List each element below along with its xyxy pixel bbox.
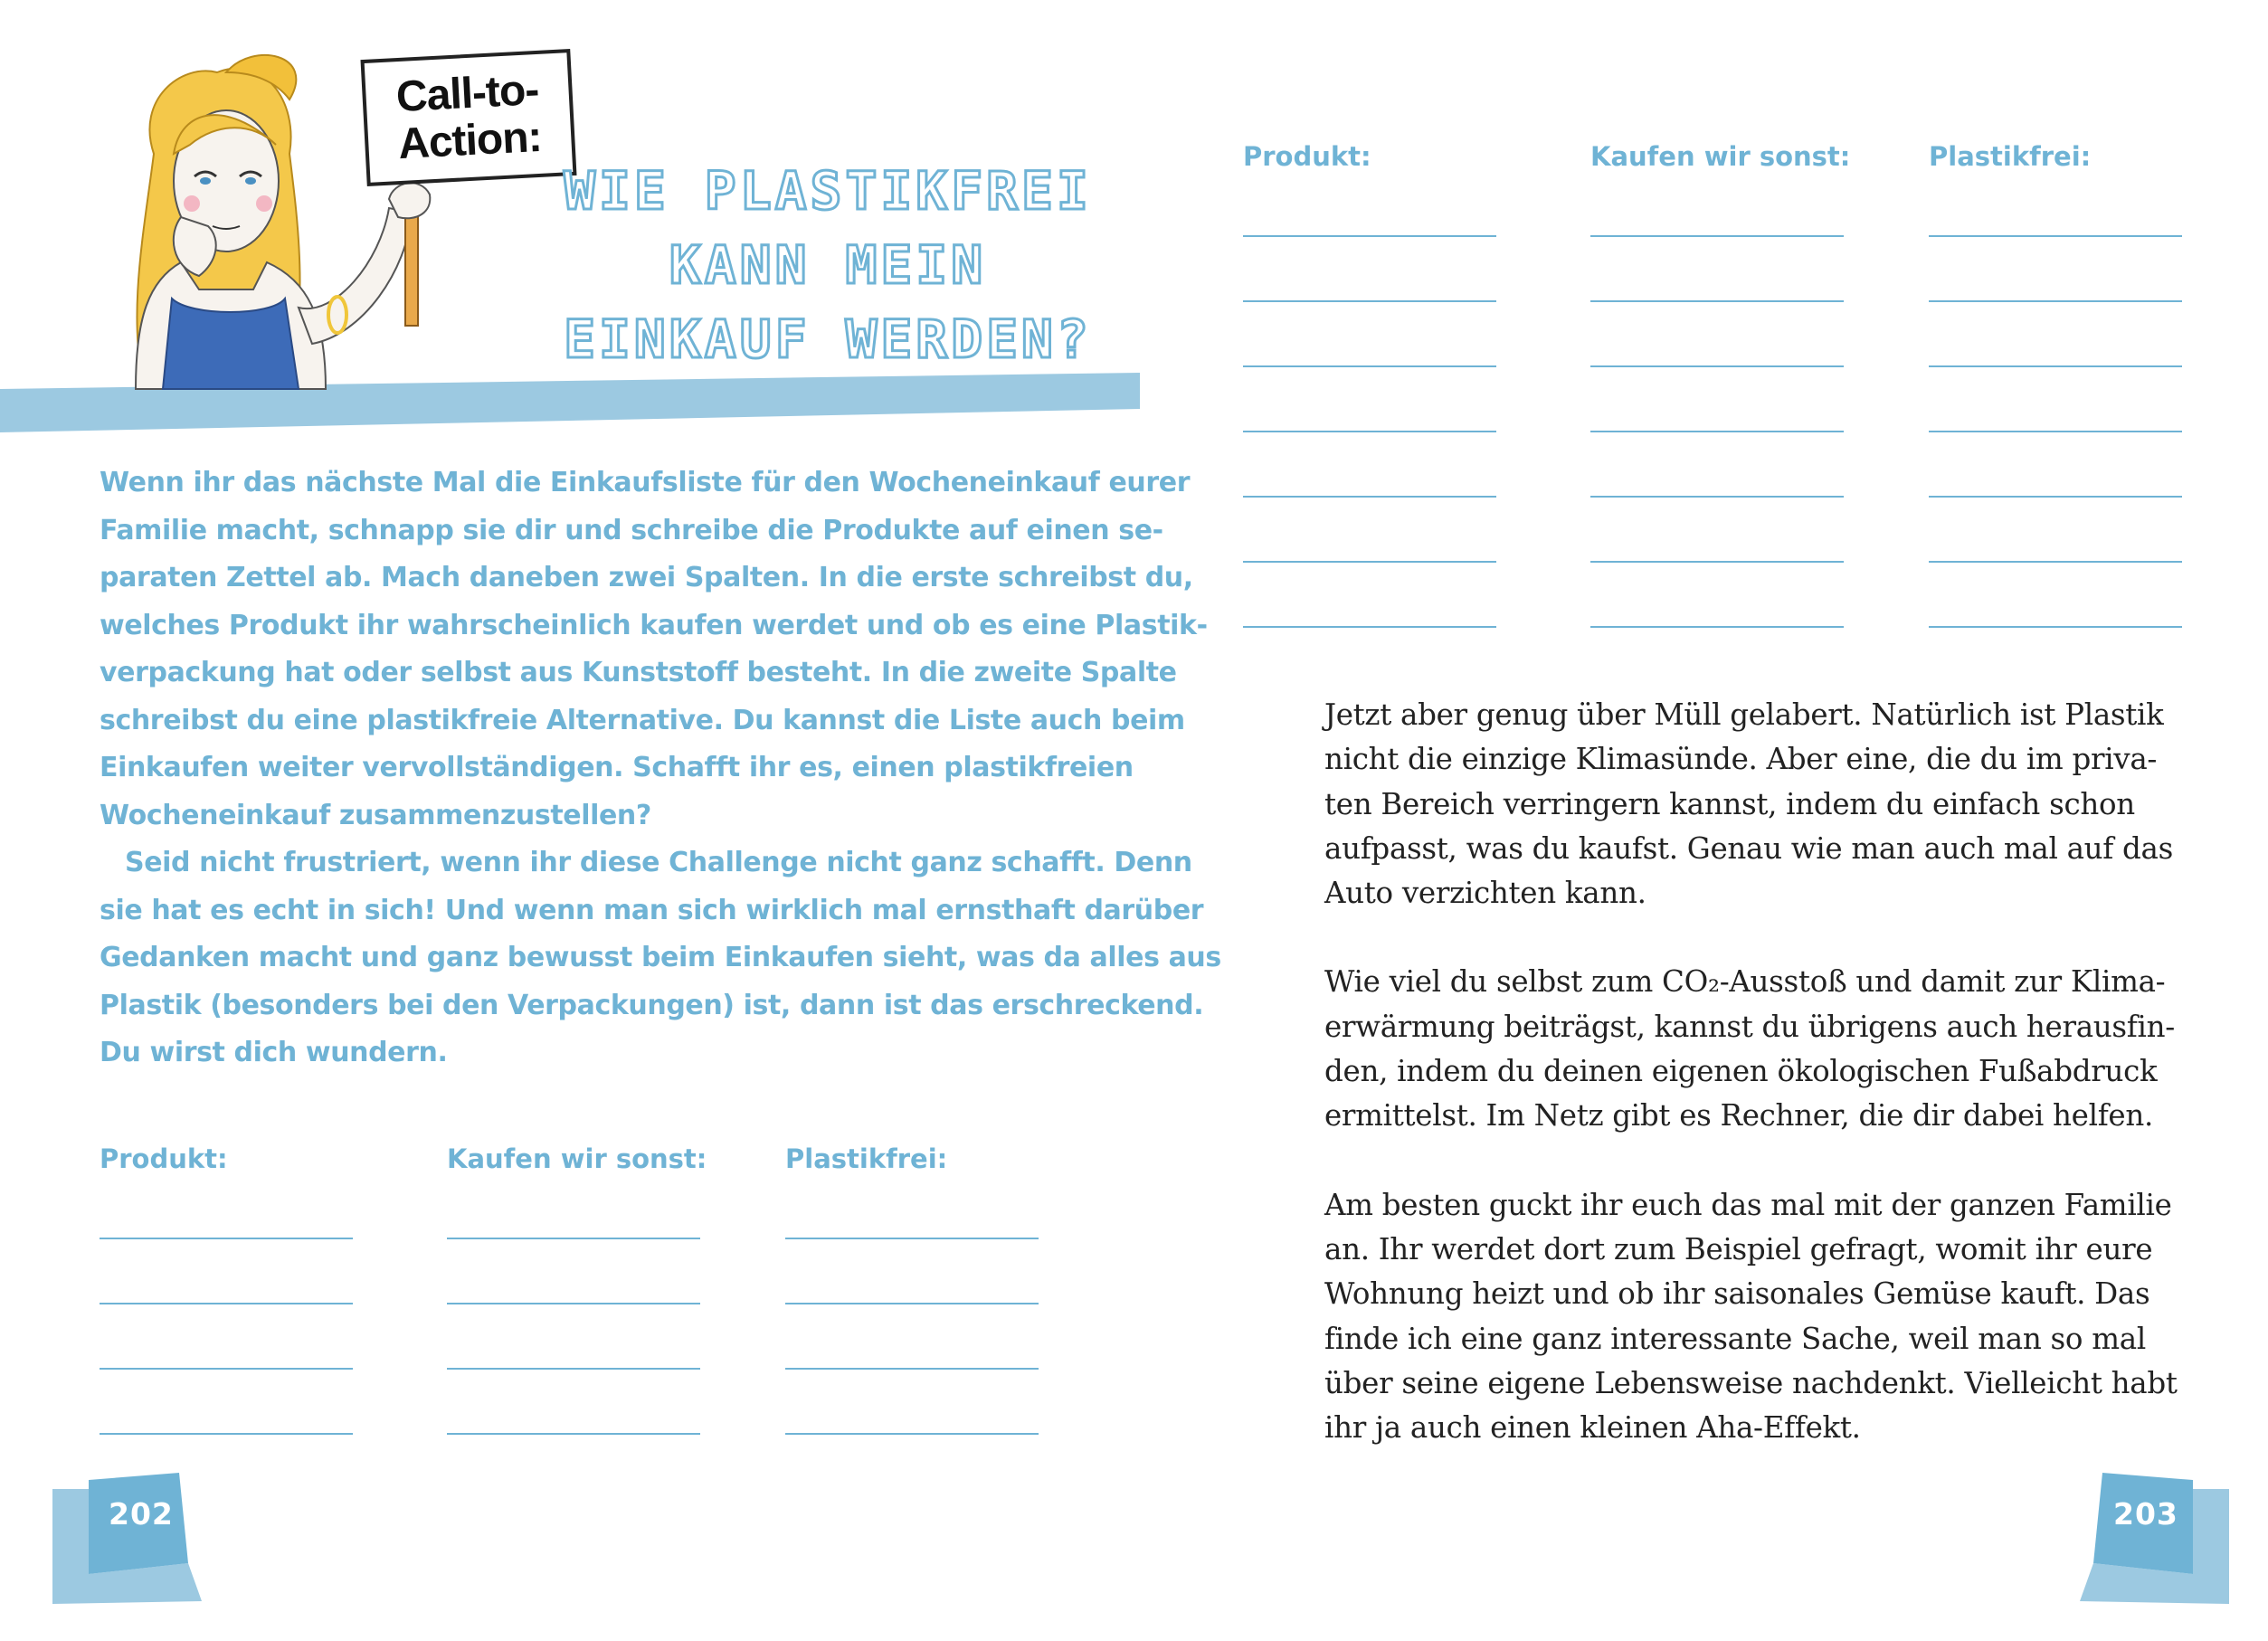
intro-line: Plastik (besonders bei den Verpackungen) ist, dann ist das erschreckend. <box>100 989 1204 1021</box>
write-line[interactable] <box>1590 235 1844 237</box>
body-line: Wohnung heizt und ob ihr saisonales Gemüse kauft. Das <box>1324 1276 2150 1312</box>
title-line-1: WIE PLASTIKFREI <box>564 160 1092 222</box>
body-line: den, indem du deinen eigenen ökologischen Fußabdruck <box>1324 1054 2158 1089</box>
body-line: über seine eigene Lebensweise nachdenkt. Vielleicht habt <box>1324 1365 2178 1400</box>
body-line: Auto verzichten kann. <box>1324 876 1646 911</box>
intro-text <box>100 460 1221 1077</box>
body-line: an. Ihr werdet dort zum Beispiel gefragt, womit ihr eure <box>1324 1231 2153 1266</box>
write-line[interactable] <box>100 1433 353 1435</box>
write-line[interactable] <box>447 1368 700 1370</box>
page-title <box>561 154 1095 376</box>
write-line[interactable] <box>1243 300 1496 302</box>
body-paragraph-3 <box>1324 1183 2178 1451</box>
write-line[interactable] <box>1243 431 1496 432</box>
write-line[interactable] <box>1929 496 2182 498</box>
page-number-label: 202 <box>109 1496 174 1532</box>
body-line: Wie viel du selbst zum CO₂-Ausstoß und damit zur Klima- <box>1324 964 2166 1000</box>
intro-line: Wenn ihr das nächste Mal die Einkaufsliste für den Wocheneinkauf eurer <box>100 467 1191 498</box>
write-line[interactable] <box>1590 626 1844 628</box>
right-body-text <box>1324 693 2178 1494</box>
body-line: ihr ja auch einen kleinen Aha-Effekt. <box>1324 1410 1861 1446</box>
write-line[interactable] <box>447 1433 700 1435</box>
intro-line: Wocheneinkauf zusammenzustellen? <box>100 799 651 831</box>
write-line[interactable] <box>1590 496 1844 498</box>
page-number-label: 203 <box>2113 1496 2178 1532</box>
column-header-kaufen-wir-sonst: Kaufen wir sonst: <box>447 1143 707 1174</box>
write-line[interactable] <box>100 1303 353 1304</box>
write-line[interactable] <box>1243 235 1496 237</box>
intro-paragraph-1 <box>100 460 1208 839</box>
write-line[interactable] <box>1929 300 2182 302</box>
intro-line: verpackung hat oder selbst aus Kunststoff besteht. In die zweite Spalte <box>100 657 1177 688</box>
body-line: aufpasst, was du kaufst. Genau wie man auch mal auf das <box>1324 830 2174 866</box>
column-header-plastikfrei: Plastikfrei: <box>1929 141 2092 172</box>
page-number-left <box>52 1473 206 1608</box>
write-line[interactable] <box>447 1238 700 1239</box>
write-line[interactable] <box>1243 626 1496 628</box>
intro-line: Du wirst dich wundern. <box>100 1037 448 1068</box>
right-worksheet <box>1243 141 2238 630</box>
write-line[interactable] <box>1929 365 2182 367</box>
intro-line: Einkaufen weiter vervollständigen. Schafft ihr es, einen plastikfreien <box>100 752 1134 783</box>
intro-line: Seid nicht frustriert, wenn ihr diese Challenge nicht ganz schafft. Denn <box>125 847 1192 878</box>
body-paragraph-1 <box>1324 693 2174 915</box>
intro-line: Familie macht, schnapp sie dir und schreibe die Produkte auf einen se- <box>100 514 1163 546</box>
write-line[interactable] <box>1929 431 2182 432</box>
write-line[interactable] <box>1590 365 1844 367</box>
write-line[interactable] <box>1590 300 1844 302</box>
write-line[interactable] <box>100 1368 353 1370</box>
write-line[interactable] <box>785 1433 1039 1435</box>
write-line[interactable] <box>1243 561 1496 563</box>
call-to-action-sign <box>360 49 576 186</box>
body-line: nicht die einzige Klimasünde. Aber eine, die du im priva- <box>1324 742 2158 777</box>
intro-paragraph-2 <box>100 839 1221 1077</box>
write-line[interactable] <box>1590 561 1844 563</box>
write-line[interactable] <box>785 1303 1039 1304</box>
write-line[interactable] <box>1929 626 2182 628</box>
write-line[interactable] <box>1243 496 1496 498</box>
left-worksheet <box>100 1143 1058 1451</box>
title-line-3: EINKAUF WERDEN? <box>564 308 1092 370</box>
page-number-frame <box>52 1473 206 1608</box>
sign-text: Call-to- Action: <box>394 65 543 169</box>
write-line[interactable] <box>1929 561 2182 563</box>
write-line[interactable] <box>1929 235 2182 237</box>
write-line[interactable] <box>785 1238 1039 1239</box>
intro-line: sie hat es echt in sich! Und wenn man sich wirklich mal ernsthaft darüber <box>100 894 1204 926</box>
title-line-2: KANN MEIN <box>669 234 987 296</box>
intro-line: paraten Zettel ab. Mach daneben zwei Spalten. In die erste schreibst du, <box>100 562 1193 593</box>
write-line[interactable] <box>785 1368 1039 1370</box>
write-line[interactable] <box>447 1303 700 1304</box>
write-line[interactable] <box>1590 431 1844 432</box>
column-header-produkt: Produkt: <box>1243 141 1371 172</box>
body-line: ermittelst. Im Netz gibt es Rechner, die dir dabei helfen. <box>1324 1098 2154 1134</box>
intro-line: welches Produkt ihr wahrscheinlich kaufen werdet und ob es eine Plastik- <box>100 609 1208 641</box>
intro-line: schreibst du eine plastikfreie Alternative. Du kannst die Liste auch beim <box>100 704 1185 736</box>
body-line: ten Bereich verringern kannst, indem du einfach schon <box>1324 786 2135 821</box>
body-paragraph-2 <box>1324 960 2175 1138</box>
column-header-produkt: Produkt: <box>100 1143 228 1174</box>
body-line: finde ich eine ganz interessante Sache, weil man so mal <box>1324 1321 2146 1356</box>
body-line: erwärmung beiträgst, kannst du übrigens auch herausfin- <box>1324 1009 2175 1044</box>
column-header-kaufen-wir-sonst: Kaufen wir sonst: <box>1590 141 1851 172</box>
body-line: Am besten guckt ihr euch das mal mit der ganzen Familie <box>1324 1187 2172 1222</box>
column-header-plastikfrei: Plastikfrei: <box>785 1143 948 1174</box>
intro-line: Gedanken macht und ganz bewusst beim Einkaufen sieht, was da alles aus <box>100 942 1221 973</box>
write-line[interactable] <box>100 1238 353 1239</box>
body-line: Jetzt aber genug über Müll gelabert. Natürlich ist Plastik <box>1324 697 2164 732</box>
write-line[interactable] <box>1243 365 1496 367</box>
